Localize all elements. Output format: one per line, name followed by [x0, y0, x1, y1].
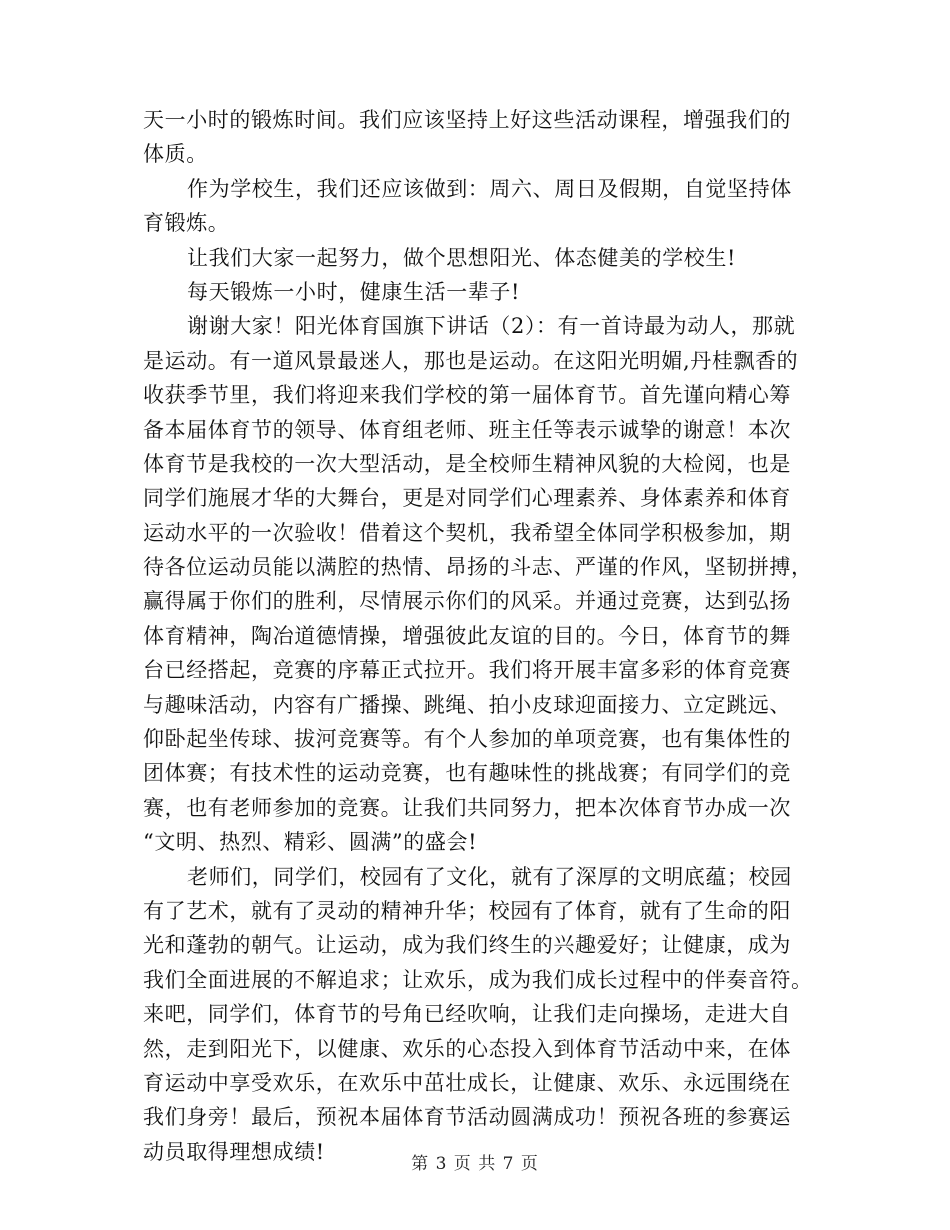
- page-number: 第 3 页 共 7 页: [411, 1154, 539, 1174]
- text-line: 我们全面进展的不解追求；让欢乐，成为我们成长过程中的伴奏音符。: [143, 967, 813, 992]
- text-line: 同学们施展才华的大舞台，更是对同学们心理素养、身体素养和体育: [143, 486, 791, 511]
- text-line: 有了艺术，就有了灵动的精神升华；校园有了体育，就有了生命的阳: [143, 898, 791, 923]
- text-line: 赛，也有老师参加的竞赛。让我们共同努力，把本次体育节办成一次: [143, 795, 791, 820]
- text-line: 团体赛；有技术性的运动竞赛，也有趣味性的挑战赛；有同学们的竞: [143, 761, 791, 786]
- page-footer: [0, 1154, 950, 1174]
- text-line: 动员取得理想成绩!: [143, 1139, 325, 1164]
- text-line: 待各位运动员能以满腔的热情、昂扬的斗志、严谨的作风，坚韧拼搏，: [143, 555, 813, 580]
- text-line: 光和蓬勃的朝气。让运动，成为我们终生的兴趣爱好；让健康，成为: [143, 933, 791, 958]
- text-line: 天一小时的锻炼时间。我们应该坚持上好这些活动课程，增强我们的: [143, 108, 791, 132]
- text-line: 我们身旁！最后，预祝本届体育节活动圆满成功！预祝各班的参赛运: [143, 1105, 791, 1130]
- paragraph-start: 老师们，同学们，校园有了文化，就有了深厚的文明底蕴；校园: [187, 864, 792, 889]
- text-line: 体育精神，陶冶道德情操，增强彼此友谊的目的。今日，体育节的舞: [143, 623, 791, 648]
- paragraph-start: 让我们大家一起努力，做个思想阳光、体态健美的学校生!: [187, 245, 737, 270]
- text-line: 运动水平的一次验收！借着这个契机，我希望全体同学积极参加，期: [143, 520, 791, 545]
- text-line: 是运动。有一道风景最迷人，那也是运动。在这阳光明媚,丹桂飘香的: [143, 348, 799, 373]
- text-line: “文明、热烈、精彩、圆满”的盛会!: [143, 830, 478, 855]
- text-line: 仰卧起坐传球、拔河竞赛等。有个人参加的单项竞赛，也有集体性的: [143, 727, 791, 752]
- text-line: 与趣味活动，内容有广播操、跳绳、拍小皮球迎面接力、立定跳远、: [143, 692, 791, 717]
- text-line: 备本届体育节的领导、体育组老师、班主任等表示诚挚的谢意！本次: [143, 417, 791, 442]
- text-line: 收获季节里，我们将迎来我们学校的第一届体育节。首先谨向精心筹: [143, 383, 791, 408]
- paragraph-start: 每天锻炼一小时，健康生活一辈子!: [187, 279, 521, 304]
- text-line: 体育节是我校的一次大型活动，是全校师生精神风貌的大检阅，也是: [143, 451, 791, 476]
- paragraph-start: 谢谢大家！阳光体育国旗下讲话（2）：有一首诗最为动人，那就: [187, 314, 796, 339]
- text-line: 赢得属于你们的胜利，尽情展示你们的风采。并通过竞赛，达到弘扬: [143, 589, 791, 614]
- text-line: 然，走到阳光下，以健康、欢乐的心态投入到体育节活动中来，在体: [143, 1036, 791, 1061]
- document-body: [143, 103, 813, 1169]
- paragraph-start: 作为学校生，我们还应该做到：周六、周日及假期，自觉坚持体: [187, 176, 792, 201]
- text-line: 育锻炼。: [143, 211, 230, 236]
- text-line: 台已经搭起，竞赛的序幕正式拉开。我们将开展丰富多彩的体育竞赛: [143, 658, 791, 683]
- text-line: 来吧，同学们，体育节的号角已经吹响，让我们走向操场，走进大自: [143, 1002, 791, 1027]
- text-line: 育运动中享受欢乐，在欢乐中茁壮成长，让健康、欢乐、永远围绕在: [143, 1070, 791, 1095]
- text-line: 体质。: [143, 142, 208, 167]
